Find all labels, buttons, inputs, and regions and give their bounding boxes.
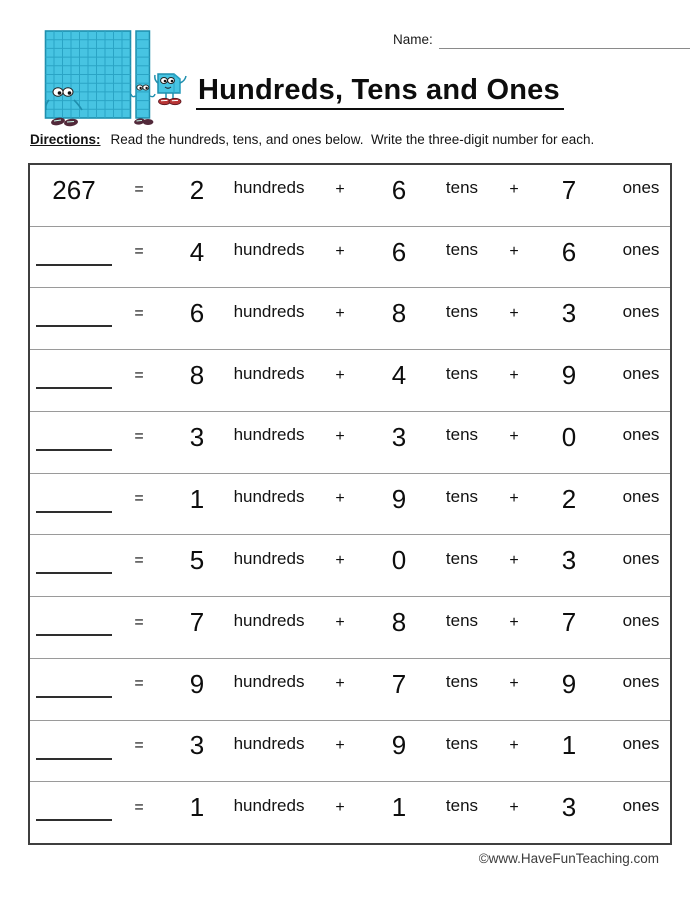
plus-sign: + [509, 181, 519, 199]
worksheet-row [30, 473, 670, 535]
tens-digit: 3 [391, 421, 407, 452]
directions-text: Read the hundreds, tens, and ones below. Write the three-digit number for each. [110, 132, 595, 147]
plus-sign: + [509, 490, 519, 508]
plus-sign: + [509, 551, 519, 569]
tens-digit: 0 [391, 545, 407, 576]
ones-label: ones [622, 733, 660, 753]
answer-blank-line[interactable] [36, 696, 112, 698]
answer-cell [30, 165, 118, 226]
ones-digit: 3 [561, 298, 577, 329]
answer-blank-line[interactable] [36, 387, 112, 389]
worksheet-row [30, 287, 670, 349]
plus-sign: + [335, 181, 345, 199]
title-row [154, 66, 564, 110]
hundreds-label: hundreds [233, 363, 305, 383]
ones-digit: 9 [561, 360, 577, 391]
plus-sign: + [335, 551, 345, 569]
hundreds-digit: 9 [189, 668, 205, 699]
ones-cube-icon [154, 66, 190, 108]
answer-cell [30, 474, 118, 535]
ones-label: ones [622, 487, 660, 507]
ones-label: ones [622, 425, 660, 445]
ones-label: ones [622, 240, 660, 260]
plus-sign: + [509, 736, 519, 754]
equals-sign: = [134, 613, 144, 631]
tens-digit: 6 [391, 236, 407, 267]
plus-sign: + [509, 798, 519, 816]
tens-label: tens [445, 363, 479, 383]
plus-sign: + [335, 243, 345, 261]
tens-label: tens [445, 178, 479, 198]
hundreds-label: hundreds [233, 795, 305, 815]
hundreds-digit: 2 [189, 174, 205, 205]
equals-sign: = [134, 304, 144, 322]
worksheet-row [30, 596, 670, 658]
plus-sign: + [335, 736, 345, 754]
hundreds-block-icon [46, 31, 131, 127]
hundreds-digit: 3 [189, 730, 205, 761]
hundreds-digit: 8 [189, 360, 205, 391]
worksheet-row [30, 781, 670, 843]
hundreds-label: hundreds [233, 672, 305, 692]
tens-label: tens [445, 240, 479, 260]
hundreds-digit: 4 [189, 236, 205, 267]
answer-blank-line[interactable] [36, 511, 112, 513]
name-row [393, 32, 690, 49]
hundreds-label: hundreds [233, 240, 305, 260]
answer-blank-line[interactable] [36, 572, 112, 574]
worksheet-row [30, 658, 670, 720]
equals-sign: = [134, 181, 144, 199]
plus-sign: + [335, 675, 345, 693]
hundreds-digit: 7 [189, 607, 205, 637]
tens-digit: 7 [391, 668, 407, 699]
equals-sign: = [134, 366, 144, 384]
ones-digit: 7 [561, 174, 577, 205]
plus-sign: + [509, 675, 519, 693]
answer-blank-line[interactable] [36, 634, 112, 636]
name-label: Name: [393, 32, 433, 47]
answer-blank-line[interactable] [36, 758, 112, 760]
hundreds-label: hundreds [233, 425, 305, 445]
hundreds-label: hundreds [233, 610, 305, 630]
ones-digit: 3 [561, 545, 577, 576]
ones-digit: 3 [561, 792, 577, 823]
ones-digit: 9 [561, 668, 577, 699]
hundreds-digit: 1 [189, 483, 205, 514]
worksheet-row [30, 226, 670, 288]
tens-label: tens [445, 795, 479, 815]
worksheet-row [30, 720, 670, 782]
tens-label: tens [445, 548, 479, 568]
plus-sign: + [335, 428, 345, 446]
base-ten-blocks-art [44, 26, 156, 135]
ones-digit: 6 [561, 236, 577, 267]
equals-sign: = [134, 675, 144, 693]
answer-blank-line[interactable] [36, 449, 112, 451]
tens-label: tens [445, 425, 479, 445]
name-input-line[interactable] [439, 32, 690, 49]
answer-cell [30, 721, 118, 782]
ones-digit: 2 [561, 483, 577, 514]
ones-label: ones [622, 363, 660, 383]
worksheet-row [30, 534, 670, 596]
tens-label: tens [445, 672, 479, 692]
equals-sign: = [134, 551, 144, 569]
ones-label: ones [622, 548, 660, 568]
hundreds-label: hundreds [233, 487, 305, 507]
answer-cell [30, 535, 118, 596]
tens-digit: 8 [391, 607, 407, 637]
ones-label: ones [622, 178, 660, 198]
worksheet-row [30, 349, 670, 411]
worksheet-row [30, 165, 670, 226]
plus-sign: + [335, 366, 345, 384]
plus-sign: + [509, 428, 519, 446]
hundreds-label: hundreds [233, 733, 305, 753]
ones-label: ones [622, 672, 660, 692]
hundreds-digit: 6 [189, 298, 205, 329]
equals-sign: = [134, 736, 144, 754]
hundreds-digit: 3 [189, 421, 205, 452]
equals-sign: = [134, 798, 144, 816]
equals-sign: = [134, 490, 144, 508]
hundreds-label: hundreds [233, 178, 305, 198]
ones-label: ones [622, 795, 660, 815]
ones-label: ones [622, 610, 660, 630]
plus-sign: + [335, 304, 345, 322]
hundreds-label: hundreds [233, 301, 305, 321]
answer-blank-line[interactable] [36, 264, 112, 266]
hundreds-label: hundreds [233, 548, 305, 568]
plus-sign: + [509, 366, 519, 384]
tens-digit: 6 [391, 174, 407, 205]
ones-digit: 1 [561, 730, 577, 761]
plus-sign: + [509, 613, 519, 631]
hundreds-digit: 1 [189, 792, 205, 823]
answer-cell [30, 782, 118, 843]
answer-cell [30, 597, 118, 658]
worksheet-table [28, 163, 672, 845]
page-title: Hundreds, Tens and Ones [196, 75, 564, 110]
plus-sign: + [509, 243, 519, 261]
ones-digit: 7 [561, 607, 577, 637]
answer-cell [30, 288, 118, 349]
plus-sign: + [335, 613, 345, 631]
tens-digit: 9 [391, 730, 407, 761]
plus-sign: + [335, 490, 345, 508]
answer-value: 267 [52, 174, 96, 205]
directions [30, 132, 594, 147]
tens-digit: 1 [391, 792, 407, 823]
answer-cell [30, 227, 118, 288]
hundreds-digit: 5 [189, 545, 205, 576]
ones-digit: 0 [561, 421, 577, 452]
answer-blank-line[interactable] [36, 325, 112, 327]
answer-cell [30, 350, 118, 411]
tens-rod-icon [131, 31, 155, 125]
footer-copyright: ©www.HaveFunTeaching.com [478, 851, 659, 866]
tens-digit: 8 [391, 298, 407, 329]
answer-cell [30, 412, 118, 473]
ones-label: ones [622, 301, 660, 321]
equals-sign: = [134, 428, 144, 446]
tens-digit: 4 [391, 360, 407, 391]
answer-blank-line[interactable] [36, 819, 112, 821]
tens-label: tens [445, 733, 479, 753]
equals-sign: = [134, 243, 144, 261]
tens-label: tens [445, 301, 479, 321]
answer-cell [30, 659, 118, 720]
tens-label: tens [445, 610, 479, 630]
worksheet-row [30, 411, 670, 473]
directions-label: Directions: [30, 132, 101, 147]
plus-sign: + [335, 798, 345, 816]
tens-label: tens [445, 487, 479, 507]
plus-sign: + [509, 304, 519, 322]
tens-digit: 9 [391, 483, 407, 514]
